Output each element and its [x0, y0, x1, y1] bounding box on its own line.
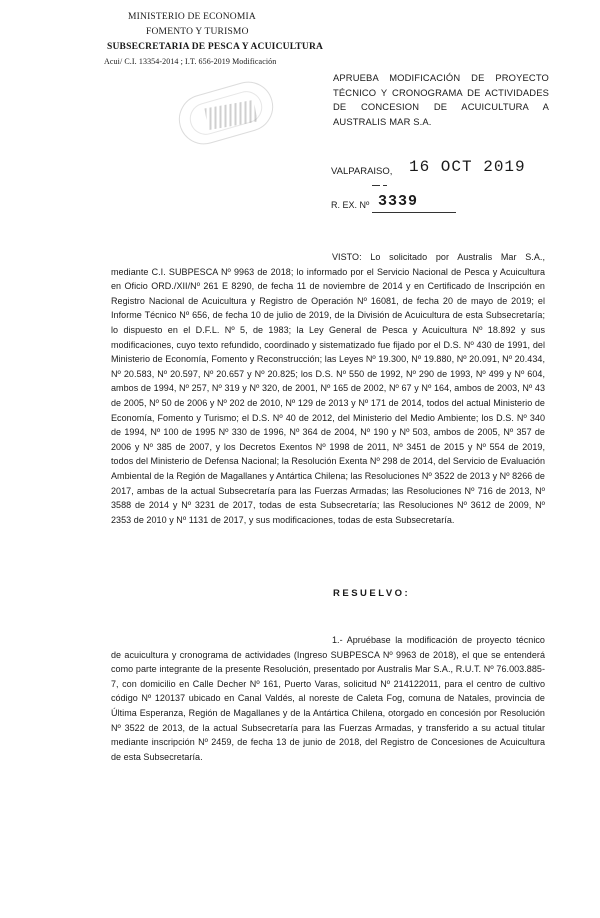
rex-mark-2 — [383, 185, 387, 186]
resolution-point-1: 1.- Apruébase la modificación de proyecto técnico de acuicultura y cronograma de actividades (Ingreso SUBPESCA Nº 9963 de 2018), el que se entenderá como parte integrante de la presente Resolución, presentado por Australis Mar S.A., R.U.T. Nº 76.003.885-7, con domicilio en Calle Decher Nº 161, Puerto Varas, solicitud Nº 214122011, para el centro de cultivo código Nº 120137 ubicado en Canal Valdés, al noreste de Caleta Fog, comuna de Natales, provincia de Última Esperanza, Región de Magallanes y de la Antártica Chilena, otorgado en concesión por Resolución Nº 3522 de 2013, de la actual Subsecretaría para las Fuerzas Armadas, y transferido a su actual titular mediante inscripción Nº 2459, de fecha 13 de junio de 2018, del Registro de Concesiones de Acuicultura de esta Subsecretaría. — [111, 635, 545, 762]
ministry-subtitle: FOMENTO Y TURISMO — [146, 27, 249, 37]
resuelvo-heading: RESUELVO: — [333, 588, 411, 599]
resolution-number: 3339 — [378, 193, 419, 210]
file-reference: Acui/ C.I. 13354-2014 ; I.T. 656-2019 Modificación — [104, 57, 277, 66]
date-stamp: 16 OCT 2019 — [409, 158, 526, 176]
subsecretaria-name: SUBSECRETARIA DE PESCA Y ACUICULTURA — [107, 42, 324, 52]
resolution-label: R. EX. Nº — [331, 200, 370, 210]
ministry-name: MINISTERIO DE ECONOMIA — [128, 12, 256, 22]
resolution-subject: APRUEBA MODIFICACIÓN DE PROYECTO TÉCNICO Y CRONOGRAMA DE ACTIVIDADES DE CONCESION DE ACUICULTURA A AUSTRALIS MAR S.A. — [333, 72, 549, 127]
visto-paragraph: VISTO: Lo solicitado por Australis Mar S.A., mediante C.I. SUBPESCA Nº 9963 de 2018; lo informado por el Servicio Nacional de Pesca y Acuicultura en Oficio ORD./XII/Nº 261 E 8290, de fecha 11 de noviembre de 2014 y en Certificado de Inscripción en Registro Nacional de Acuicultura y Registro de Operación Nº 16081, de fecha 20 de mayo de 2019; el Informe Técnico Nº 656, de fecha 10 de julio de 2019, de la División de Acuicultura de esta Subsecretaría; lo dispuesto en el D.F.L. Nº 5, de 1983; la Ley General de Pesca y Acuicultura Nº 18.892 y sus modificaciones, cuyo texto refundido, coordinado y sistematizado fue fijado por el D.S. Nº 430 de 1991, del Ministerio de Economía, Fomento y Reconstrucción; las Leyes Nº 19.300, Nº 19.880, Nº 20.091, Nº 20.434, Nº 20.583, Nº 20.597, Nº 20.657 y Nº 20.825; los D.S. Nº 550 de 1992, Nº 290 de 1993, Nº 499 y Nº 604, ambos de 1994, Nº 257, Nº 319 y Nº 320, de 2001, Nº 165 de 2002, Nº 67 y Nº 164, ambos de 2003, Nº 43 de 2005, Nº 50 de 2006 y Nº 202 de 2010, Nº 129 de 2013 y Nº 171 de 2014, todos del actual Ministerio de Economía, Fomento y Turismo; el D.S. Nº 40 de 2012, del Ministerio del Medio Ambiente; los D.S. Nº 340 de 1994, Nº 100 de 1995 Nº 330 de 1996, Nº 364 de 2004, Nº 190 y Nº 503, ambos de 2005, Nº 357 de 2006 y Nº 385 de 2007, y los Decretos Exentos Nº 1998 de 2011, Nº 3451 de 2015 y Nº 554 de 2019, todos del Ministerio de Defensa Nacional; la Resolución Exenta Nº 298 de 2014, del Servicio de Evaluación Ambiental de la Región de Magallanes y Antártica Chilena; las Resoluciones Nº 3522 de 2013 y Nº 8266 de 2017, ambas de la actual Subsecretaría para las Fuerzas Armadas; las Resoluciones Nº 716 de 2013, Nº 3588 de 2014 y Nº 3231 de 2017, todas de esta Subsecretaría; las Resoluciones Nº 3612 de 2009, Nº 2353 de 2010 y Nº 1131 de 2017, y sus modificaciones, todas de esta Subsecretaría. — [111, 252, 545, 525]
resolution-underline — [372, 212, 456, 213]
place-label: VALPARAISO, — [331, 166, 393, 177]
rex-mark — [372, 185, 380, 186]
